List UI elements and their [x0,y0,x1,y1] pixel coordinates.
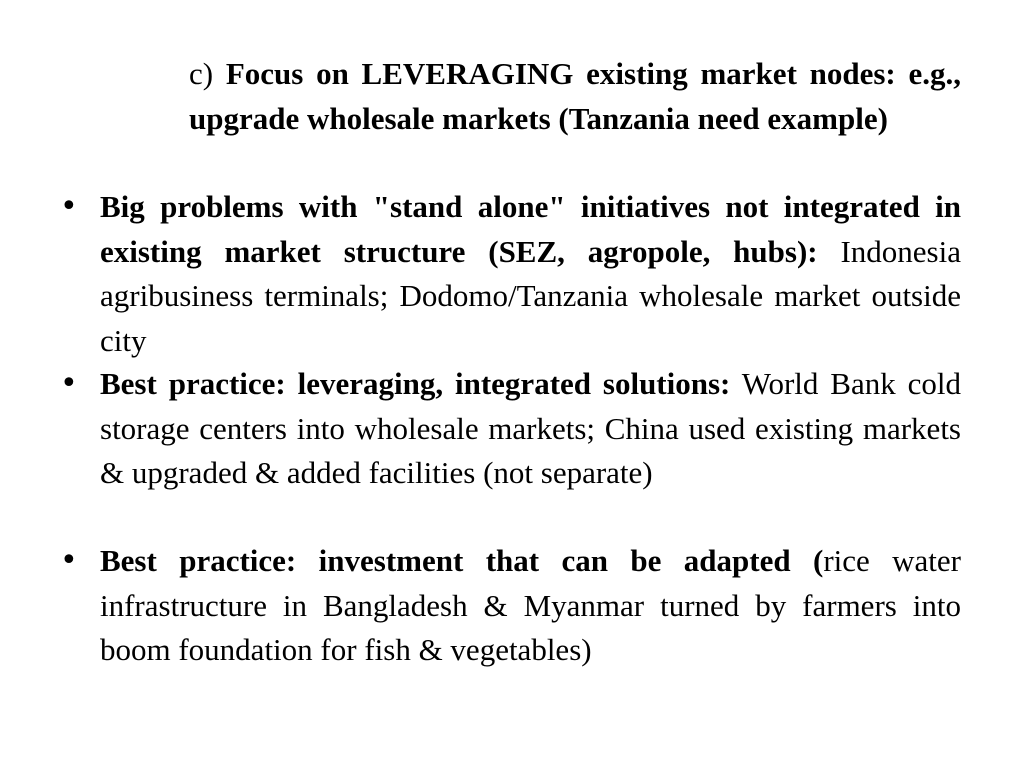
bullet-bold-text: Best practice: investment that can be adapted ( [100,543,824,578]
bullet-bold-text: Big problems with "stand alone" initiatives not integrated in existing market structure (SEZ, agropole, hubs): [100,189,961,269]
bullet-normal-text: rice water infrastructure in Bangladesh & Myanmar turned by farmers into boom foundation for fish & vegetables) [100,543,962,667]
bullet-normal-text: Indonesia agribusiness terminals; Dodomo/Tanzania wholesale market outside city [100,233,961,358]
bullet-item-adapted [60,539,962,673]
bullet-icon: • [60,366,78,401]
bullet-item-stand-alone [60,185,961,363]
bullet-item-leveraging [60,362,961,496]
sub-item-marker: c) [189,56,214,91]
bullet-icon: • [60,543,78,578]
sub-item-bold-text: Focus on LEVERAGING existing market nodes: e.g., upgrade wholesale markets (Tanzania need example) [189,56,961,136]
bullet-bold-text: Best practice: leveraging, integrated solutions: [100,366,731,401]
bullet-normal-text: World Bank cold storage centers into wholesale markets; China used existing markets & upgraded & added facilities (not separate) [100,366,961,490]
bullet-icon: • [60,189,78,224]
sub-item-c [189,52,961,141]
